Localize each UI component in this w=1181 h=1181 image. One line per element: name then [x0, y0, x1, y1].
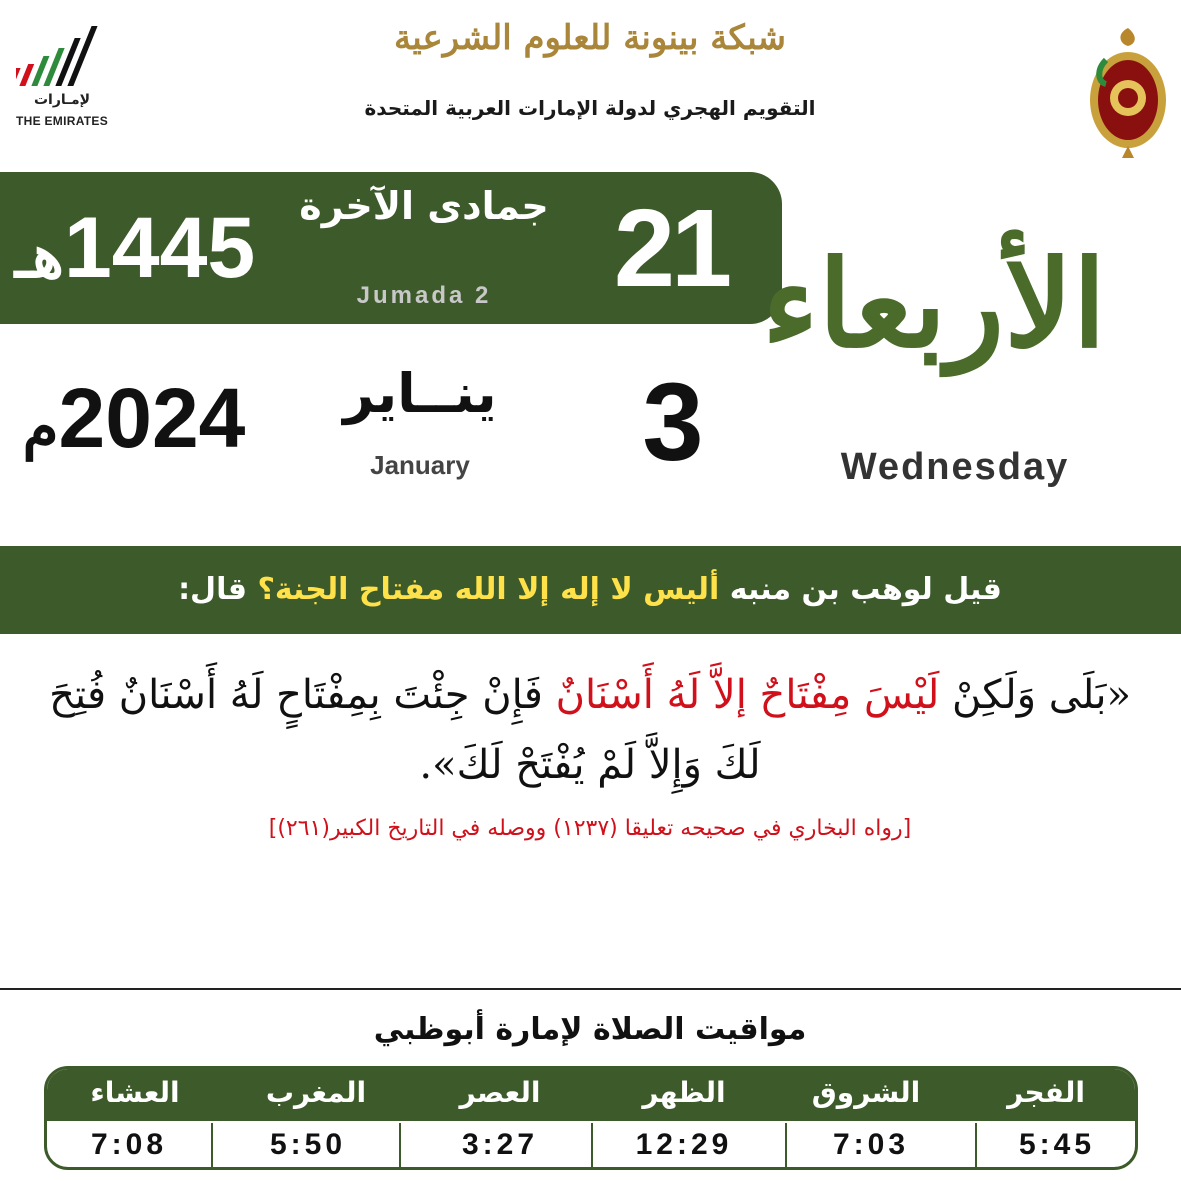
- quote-source: [رواه البخاري في صحيحه تعليقا (١٢٣٧) ووصله في التاريخ الكبير(٢٦١)]: [268, 816, 912, 841]
- gregorian-month: ينــاير: [343, 362, 497, 425]
- prayer-separator: [785, 1123, 787, 1169]
- prayer-name-fajr: الفجر: [1007, 1076, 1085, 1109]
- prayer-separator: [975, 1123, 977, 1169]
- weekday-en: Wednesday: [840, 446, 1070, 488]
- emirates-label-ar: لإمـارات: [33, 92, 91, 108]
- prayer-separator: [591, 1123, 593, 1169]
- page-subtitle: التقويم الهجري لدولة الإمارات العربية المتحدة: [364, 96, 816, 120]
- question-prefix: قيل لوهب بن منبه: [729, 572, 1002, 607]
- bainona-emblem-icon: [1076, 20, 1176, 160]
- gregorian-month-en: January: [370, 450, 470, 480]
- prayer-time-asr: 3:27: [461, 1128, 539, 1161]
- prayer-name-maghrib: المغرب: [265, 1076, 367, 1109]
- prayer-separator: [399, 1123, 401, 1169]
- emirates-label-en: THE EMIRATES: [15, 114, 109, 128]
- hijri-year-number: 1445: [63, 200, 256, 296]
- quote-open: «بَلَى وَلَكِنْ: [951, 672, 1131, 718]
- gregorian-year-suffix: م: [22, 395, 59, 460]
- hijri-day: 21: [613, 187, 729, 310]
- prayer-title: مواقيت الصلاة لإمارة أبوظبي: [373, 1012, 807, 1047]
- prayer-time-dhuhr: 12:29: [635, 1128, 733, 1161]
- section-divider: [0, 988, 1181, 990]
- quote-highlight: لَيْسَ مِفْتَاحٌ إلاَّ لَهُ أَسْنَانٌ: [555, 672, 940, 718]
- prayer-name-isha: العشاء: [90, 1076, 180, 1109]
- prayer-name-asr: العصر: [459, 1076, 541, 1109]
- weekday-ar: الأربعاء: [761, 234, 1106, 375]
- gregorian-day: 3: [642, 361, 704, 484]
- question-suffix: قال:: [178, 572, 247, 607]
- quote-text: [40, 660, 1140, 800]
- gregorian-year-number: 2024: [58, 371, 246, 465]
- question-text: [20, 560, 1160, 620]
- prayer-separator: [211, 1123, 213, 1169]
- emirates-logo: [12, 14, 112, 134]
- prayer-time-fajr: 5:45: [1018, 1128, 1096, 1161]
- hijri-month-en: Jumada 2: [356, 282, 492, 309]
- question-highlight: أليس لا إله إلا الله مفتاح الجنة؟: [257, 572, 720, 607]
- quote-rest: فَإِنْ جِئْتَ بِمِفْتَاحٍ لَهُ أَسْنَانٌ فُتِحَ لَكَ وَإِلاَّ لَمْ يُفْتَحْ لَكَ».: [49, 672, 761, 788]
- prayer-time-shuruq: 7:03: [832, 1128, 910, 1161]
- prayer-name-dhuhr: الظهر: [642, 1076, 726, 1109]
- prayer-times-table: [44, 1066, 1138, 1170]
- prayer-name-shuruq: الشروق: [811, 1076, 921, 1109]
- prayer-time-isha: 7:08: [90, 1128, 168, 1161]
- site-name: شبكة بينونة للعلوم الشرعية: [393, 18, 787, 58]
- gregorian-year: [14, 368, 254, 478]
- prayer-time-maghrib: 5:50: [269, 1128, 347, 1161]
- hijri-year: [10, 198, 260, 307]
- emirates-flag-bars-icon: [16, 20, 108, 90]
- hijri-month: جمادى الآخرة: [299, 184, 549, 228]
- hijri-year-suffix: هـ: [14, 223, 64, 290]
